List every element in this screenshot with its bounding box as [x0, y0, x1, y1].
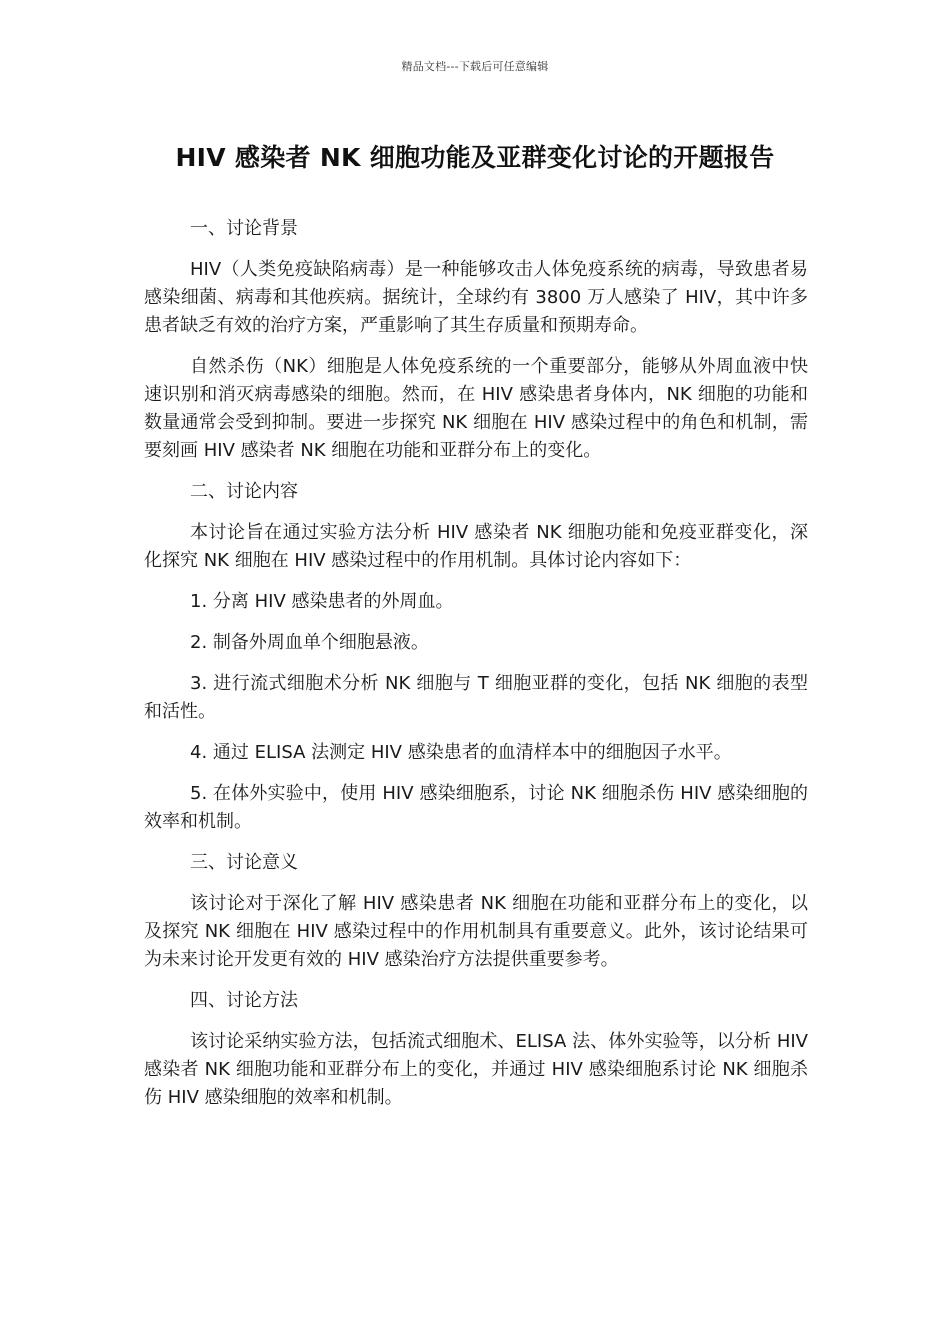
section-heading-methods: 四、讨论方法 — [190, 990, 298, 1011]
list-item-3: 3. 进行流式细胞术分析 NK 细胞与 T 细胞亚群的变化，包括 NK 细胞的表型和活性。 — [144, 673, 808, 722]
paragraph-content-intro: 本讨论旨在通过实验方法分析 HIV 感染者 NK 细胞功能和免疫亚群变化，深化探究 NK 细胞在 HIV 感染过程中的作用机制。具体讨论内容如下： — [144, 522, 808, 571]
list-item-5: 5. 在体外实验中，使用 HIV 感染细胞系，讨论 NK 细胞杀伤 HIV 感染细胞的效率和机制。 — [144, 783, 808, 832]
paragraph-nk-cells: 自然杀伤（NK）细胞是人体免疫系统的一个重要部分，能够从外周血液中快速识别和消灭病毒感染的细胞。然而，在 HIV 感染患者身体内，NK 细胞的功能和数量通常会受到抑制。要进一步探究 NK 细胞在 HIV 感染过程中的角色和机制，需要刻画 HIV 感染者 NK 细胞在功能和亚群分布上的变化。 — [144, 356, 808, 461]
paragraph-methods: 该讨论采纳实验方法，包括流式细胞术、ELISA 法、体外实验等，以分析 HIV 感染者 NK 细胞功能和亚群分布上的变化，并通过 HIV 感染细胞系讨论 NK 细胞杀伤 HIV 感染细胞的效率和机制。 — [144, 1031, 808, 1108]
section-heading-background: 一、讨论背景 — [190, 218, 298, 239]
paragraph-hiv-intro: HIV（人类免疫缺陷病毒）是一种能够攻击人体免疫系统的病毒，导致患者易感染细菌、病毒和其他疾病。据统计，全球约有 3800 万人感染了 HIV，其中许多患者缺乏有效的治疗方案，严重影响了其生存质量和预期寿命。 — [144, 259, 808, 336]
list-item-4: 4. 通过 ELISA 法测定 HIV 感染患者的血清样本中的细胞因子水平。 — [190, 742, 732, 763]
list-item-2: 2. 制备外周血单个细胞悬液。 — [190, 632, 429, 653]
section-heading-significance: 三、讨论意义 — [190, 852, 298, 873]
list-item-1: 1. 分离 HIV 感染患者的外周血。 — [190, 591, 454, 612]
header-note: 精品文档---下载后可任意编辑 — [401, 60, 549, 73]
section-heading-content: 二、讨论内容 — [190, 481, 298, 502]
document-title: HIV 感染者 NK 细胞功能及亚群变化讨论的开题报告 — [175, 143, 775, 172]
document-body — [144, 215, 808, 1125]
paragraph-significance: 该讨论对于深化了解 HIV 感染患者 NK 细胞在功能和亚群分布上的变化，以及探究 NK 细胞在 HIV 感染过程中的作用机制具有重要意义。此外，该讨论结果可为未来讨论开发更有效的 HIV 感染治疗方法提供重要参考。 — [144, 893, 808, 970]
